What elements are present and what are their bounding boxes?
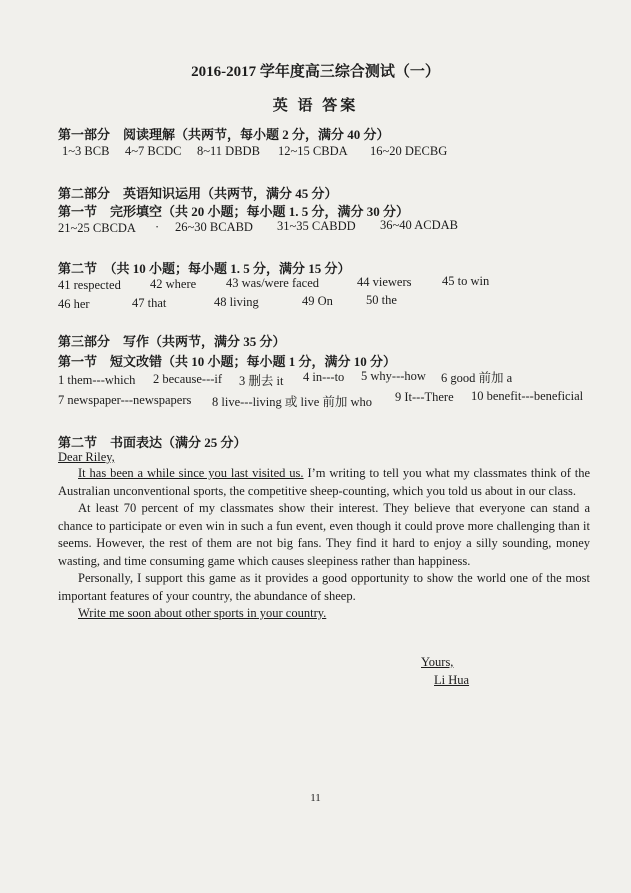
part2-section2-heading: 第二节 （共 10 小题；每小题 1. 5 分，满分 15 分） <box>58 261 351 276</box>
cloze-answer: 31~35 CABDD <box>277 219 356 233</box>
part2-heading: 第二部分 英语知识运用（共两节，满分 45 分） <box>58 186 338 201</box>
correction-answer: 8 live---living 或 live 前加 who <box>212 395 373 409</box>
letter-paragraph: At least 70 percent of my classmates show their interest. They believe that everyone can stand a chance to participate or even win in such a fun event, even though it could prove more challenging than it seems. However, the rest of them are not big fans. They find it hard to enjoy a silly sounding, money wasting, and time consuming game which causes sleepiness rather than happiness. <box>58 501 590 568</box>
grammar-answer: 46 her <box>58 297 90 311</box>
letter-paragraph <box>58 465 590 500</box>
grammar-answer: 44 viewers <box>357 275 412 289</box>
page-subtitle: 英 语 答案 <box>272 98 359 114</box>
correction-answer: 5 why---how <box>361 369 426 383</box>
correction-answer: 10 benefit---beneficial <box>471 389 584 403</box>
part1-answer: 1~3 BCB <box>62 144 110 158</box>
correction-answer: 3 删去 it <box>239 374 284 388</box>
correction-answer: 7 newspaper---newspapers <box>58 393 192 407</box>
letter-closing-sentence: Write me soon about other sports in your country. <box>78 606 327 620</box>
grammar-answer: 50 the <box>366 293 397 307</box>
letter-paragraph: Personally, I support this game as it provides a good opportunity to show the world one of the most important features of your country, the abundance of sheep. <box>58 571 590 603</box>
part1-answer: 12~15 CBDA <box>278 144 348 158</box>
correction-answer: 1 them---which <box>58 373 136 387</box>
part1-answer: 16~20 DECBG <box>370 144 448 158</box>
grammar-answer: 49 On <box>302 294 333 308</box>
grammar-answer: 42 where <box>150 277 197 291</box>
part3-section2-heading: 第二节 书面表达（满分 25 分） <box>58 435 247 450</box>
page-title: 2016-2017 学年度高三综合测试（一） <box>191 64 440 80</box>
grammar-answer: 43 was/were faced <box>226 276 320 290</box>
part3-heading: 第三部分 写作（共两节，满分 35 分） <box>58 334 286 349</box>
correction-answer: 4 in---to <box>303 370 345 384</box>
letter-signature: Li Hua <box>434 673 470 687</box>
part3-section1-heading: 第一节 短文改错（共 10 小题；每小题 1 分，满分 10 分） <box>58 354 397 369</box>
page-number: 11 <box>310 792 321 804</box>
part2-section1-heading: 第一节 完形填空（共 20 小题；每小题 1. 5 分，满分 30 分） <box>58 204 410 219</box>
grammar-answer: 41 respected <box>58 278 121 292</box>
letter-body <box>58 465 590 623</box>
cloze-answer: 36~40 ACDAB <box>380 218 458 232</box>
letter-paragraph-text: I’m writing to tell you what my classmates think of the Australian unconventional sports, the competitive sheep-counting, which you told us about in our class. <box>58 466 591 498</box>
grammar-answer: 45 to win <box>442 274 490 288</box>
cloze-answer: 26~30 BCABD <box>175 220 253 234</box>
grammar-answer: 48 living <box>214 295 259 309</box>
letter-paragraph <box>58 605 590 623</box>
cloze-answer: 21~25 CBCDA <box>58 221 136 235</box>
correction-answer: 6 good 前加 a <box>441 371 513 385</box>
part1-heading: 第一部分 阅读理解（共两节，每小题 2 分，满分 40 分） <box>58 127 390 142</box>
grammar-answer: 47 that <box>132 296 167 310</box>
correction-answer: 2 because---if <box>153 372 223 386</box>
letter-greeting: Dear Riley, <box>58 450 115 464</box>
separator-dot: · <box>155 220 160 234</box>
correction-answer: 9 It---There <box>395 390 454 404</box>
part1-answer: 8~11 DBDB <box>197 144 260 158</box>
letter-opening-sentence: It has been a while since you last visited us. <box>78 466 304 480</box>
letter-closing: Yours, <box>421 655 454 669</box>
part1-answer: 4~7 BCDC <box>125 144 182 158</box>
